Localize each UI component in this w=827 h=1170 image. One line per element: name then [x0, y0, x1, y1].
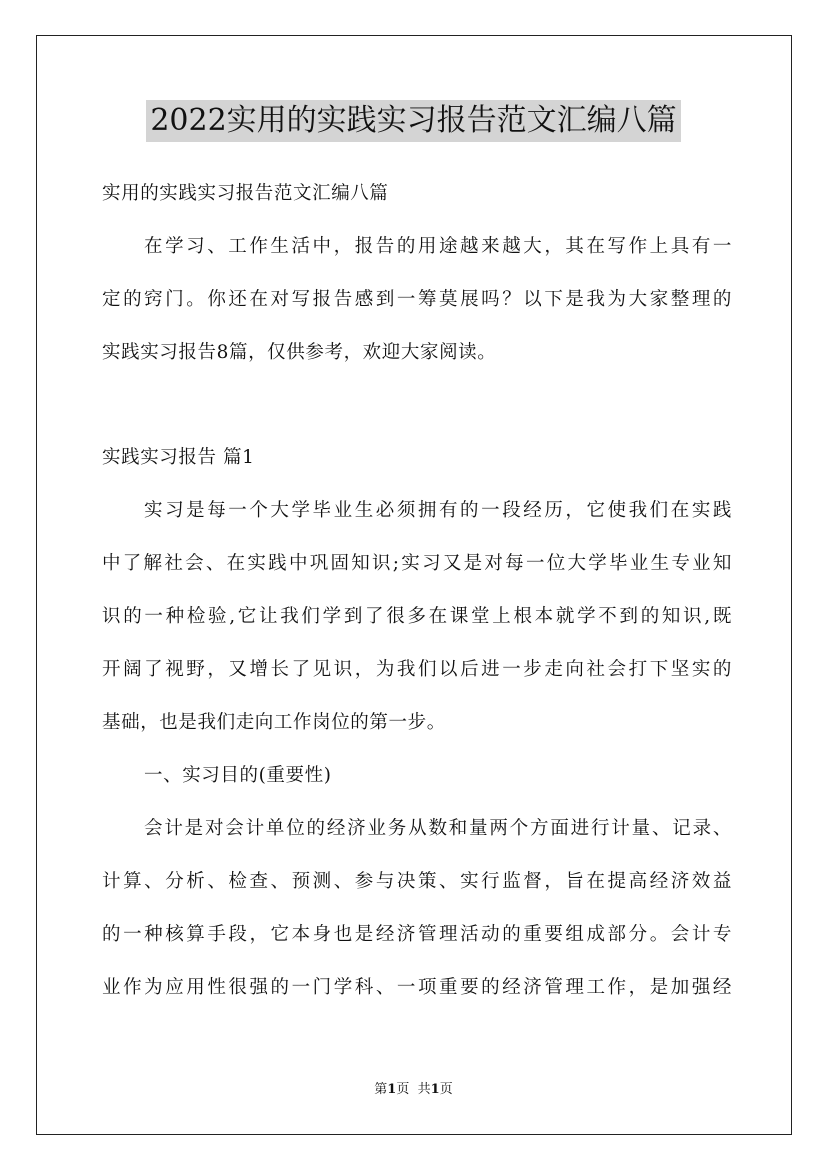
footer-page-prefix: 第	[374, 1082, 388, 1097]
para2-line-1: 会计是对会计单位的经济业务从数和量两个方面进行计量、记录、	[144, 818, 732, 839]
para1-line-4: 开阔了视野，又增长了见识，为我们以后进一步走向社会打下坚实的	[102, 659, 732, 680]
section-heading: 实践实习报告 篇1	[102, 447, 255, 468]
para1-line-1: 实习是每一个大学毕业生必须拥有的一段经历，它使我们在实践	[144, 500, 732, 521]
page-footer	[0, 1081, 827, 1099]
para2-line-3: 的一种核算手段，它本身也是经济管理活动的重要组成部分。会计专	[102, 924, 732, 945]
footer-page-suffix: 页	[396, 1082, 410, 1097]
intro-line-3: 实践实习报告8篇，仅供参考，欢迎大家阅读。	[102, 342, 497, 363]
document-title: 2022实用的实践实习报告范文汇编八篇	[146, 100, 680, 142]
para2-line-4: 业作为应用性很强的一门学科、一项重要的经济管理工作，是加强经	[102, 977, 732, 998]
para2-line-2: 计算、分析、检查、预测、参与决策、实行监督，旨在提高经济效益	[102, 871, 732, 892]
footer-total-suffix: 页	[439, 1082, 453, 1097]
para1-line-3: 识的一种检验,它让我们学到了很多在课堂上根本就学不到的知识,既	[102, 606, 732, 627]
para1-line-2: 中了解社会、在实践中巩固知识;实习又是对每一位大学毕业生专业知	[102, 553, 732, 574]
intro-line-2: 定的窍门。你还在对写报告感到一筹莫展吗？以下是我为大家整理的	[102, 289, 732, 310]
blank-line	[102, 384, 732, 436]
document-body	[102, 172, 732, 1019]
subheading: 一、实习目的(重要性)	[144, 765, 332, 786]
footer-total-number: 1	[430, 1082, 440, 1097]
document-subtitle: 实用的实践实习报告范文汇编八篇	[102, 183, 389, 204]
footer-page-number: 1	[387, 1082, 397, 1097]
footer-total-prefix: 共	[417, 1082, 431, 1097]
title-container	[0, 100, 827, 142]
para1-line-5: 基础，也是我们走向工作岗位的第一步。	[102, 712, 446, 733]
intro-line-1: 在学习、工作生活中，报告的用途越来越大，其在写作上具有一	[144, 236, 732, 257]
